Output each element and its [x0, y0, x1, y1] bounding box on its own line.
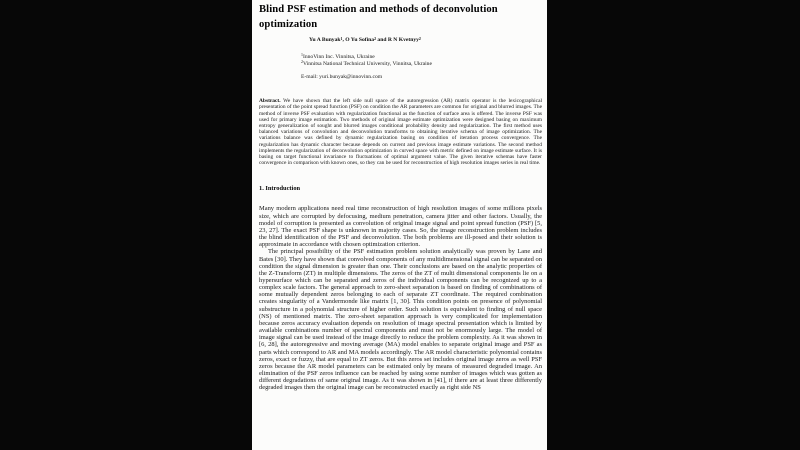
- affiliation-line: [301, 61, 542, 68]
- intro-paragraph-2: The principal possibility of the PSF estimation problem solution analytically was proven by Lane and Bates [30]. They have shown that convolved components of any multidimensional signal can be separated on condition the signal dimension is greater than one. Their conclusions are based on the analytic properties of the Z-Transform (ZT) in multiple dimensions. The zeros of the ZT of multi dimensional components lie on a hypersurface which can be separated and zeros of the individual components can be recognized up to a complex scale factors. The general approach to zero-sheet separation is based on finding of combinations of some mutually dependent zeros belonging to each of separate ZT coordinate. The required combination creates singularity of a Vandermonde like matrix [1, 30]. This condition points on presence of polynomial substructure in a polynomial structure of higher order. Such solution is equivalent to finding of null space (NS) of mentioned matrix. The zero-sheet separation approach is very complicated for implementation because zeros accuracy evaluation depends on resolution of image spectral presentation which is limited by available combinations number of spectral components and must not be enormously large. The model of image signal can be used instead of the image directly to reduce the problem complexity. As it was shown in [6, 28], the autoregressive and moving average (MA) model enables to separate original image and PSF as parts which correspond to AR and MA models accordingly. The AR model characteristic polynomial contains zeros, exact or fuzzy, that are equal to ZT zeros. But this zeros set includes original image zeros as well PSF zeros because the AR model parameters can be estimated only by means of measured degraded image. An elimination of the PSF zeros influence can be reached by using some number of images which was gotten as different degradations of same original image. As it was shown in [41], if there are at least three differently degraded images then the original image can be reconstructed exactly as right side NS: [259, 248, 542, 392]
- author-affiliation-marker: 1: [340, 36, 343, 41]
- author-name: Yu A Bunyak: [309, 37, 341, 44]
- section-heading-introduction: 1. Introduction: [259, 185, 301, 193]
- abstract-label: Abstract.: [259, 98, 281, 105]
- affiliation-line: [301, 54, 542, 61]
- affiliations-block: [301, 54, 542, 68]
- page-content: [259, 0, 542, 391]
- affiliation-text: InnoVinn Inc. Vinnitsa, Ukraine: [302, 53, 375, 60]
- author-affiliation-marker: 2: [374, 36, 377, 41]
- abstract-paragraph: [259, 98, 542, 166]
- author-affiliation-marker: 2: [418, 36, 421, 41]
- affiliation-marker: 1: [301, 53, 303, 58]
- author-name: and R N Kvetnyy: [376, 37, 419, 44]
- authors-line: [309, 37, 542, 44]
- email-line: E-mail: yuri.bunyak@innovinn.com: [301, 73, 383, 80]
- paper-page: [252, 0, 547, 450]
- affiliation-text: Vinnitsa National Technical University, Vinnitsa, Ukraine: [302, 60, 432, 67]
- affiliation-marker: 2: [301, 60, 303, 65]
- author-name: , O Yu Sofina: [342, 37, 375, 44]
- abstract-text: We have shown that the left side null space of the autoregression (AR) matrix operator is the lexicographical presentation of the point spread function (PSF) on condition the AR parameters are common for original and blurred images. The method of inverse PSF evaluation with regularization functional as the function of surface area is offered. The inverse PSF was used for primary image estimation. Two methods of original image estimate optimization were designed basing on maximum entropy generalization of sought and blurred images conditional probability density and regularization. The first method uses balanced variations of convolution and deconvolution transforms to obtaining iterative schema of image optimization. The variations balance was defined by dynamic regularization basing on condition of iteration process convergence. The regularization has dynamic character because depends on current and previous image estimate variations. The second method implements the regularization of deconvolution optimization in curved space with metric defined on image estimate surface. It is basing on target functional invariance to fluctuations of optimal argument value. The given iterative schemas have faster convergence in comparison with known ones, so they can be used for reconstruction of high resolution images series in real time.: [259, 98, 542, 167]
- page-title: Blind PSF estimation and methods of deconvolution optimization: [259, 4, 498, 30]
- intro-paragraph-1: Many modern applications need real time reconstruction of high resolution images of some millions pixels size, which are corrupted by defocusing, medium penetration, camera jitter and other factors. Usually, the model of corruption is presented as convolution of original image signal and point spread function (PSF) [5, 23, 27]. The exact PSF shape is unknown in majority cases. So, the image reconstruction problem includes the blind identification of the PSF and deconvolution. The both problems are ill-posed and their solution is approximate in accordance with chosen optimization criterion.: [259, 205, 542, 249]
